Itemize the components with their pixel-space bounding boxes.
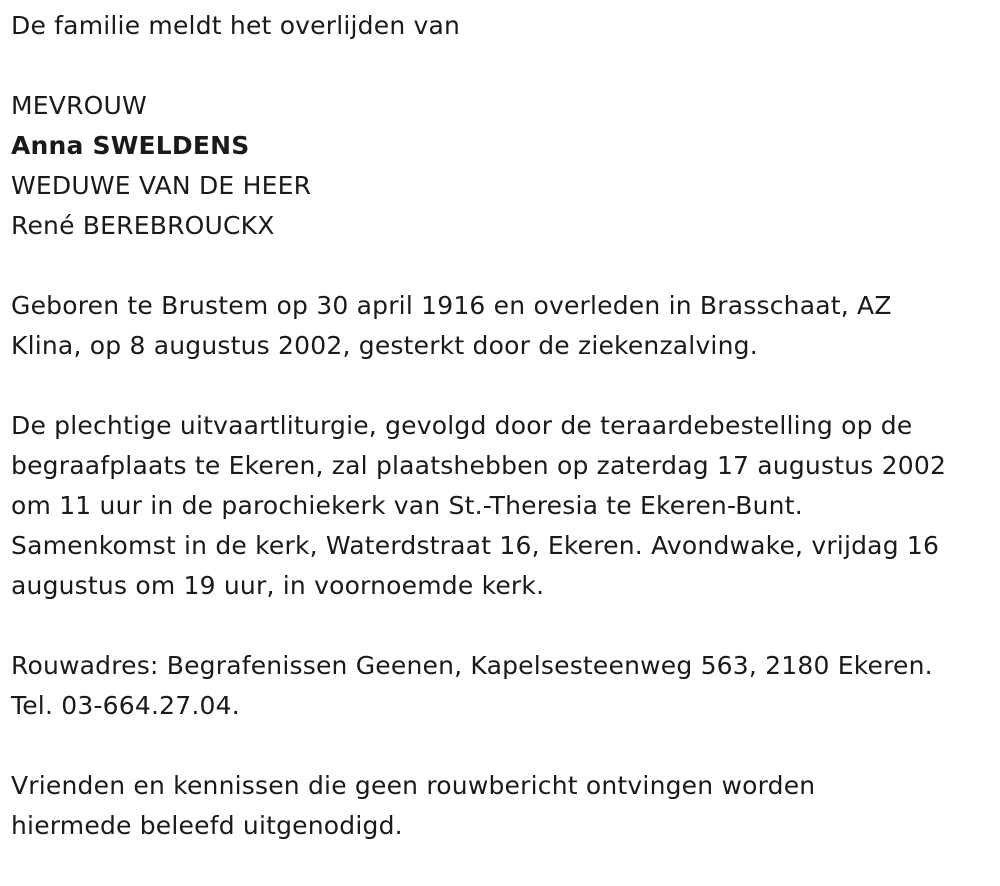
address-paragraph: [11, 646, 986, 726]
paragraph-line: Rouwadres: Begrafenissen Geenen, Kapelsesteenweg 563, 2180 Ekeren.: [11, 651, 933, 680]
paragraph-line: Vrienden en kennissen die geen rouwbericht ontvingen worden: [11, 771, 816, 800]
spacer: [11, 46, 986, 86]
spouse-name: René BEREBROUCKX: [11, 211, 275, 240]
spacer: [11, 366, 986, 406]
paragraph-line: om 11 uur in de parochiekerk van St.-Theresia te Ekeren-Bunt.: [11, 491, 803, 520]
intro-text: De familie meldt het overlijden van: [11, 11, 461, 40]
spacer: [11, 246, 986, 286]
closing-paragraph: [11, 766, 986, 846]
birth-death-paragraph: [11, 286, 986, 366]
paragraph-line: Geboren te Brustem op 30 april 1916 en overleden in Brasschaat, AZ: [11, 291, 892, 320]
title-prefix: MEVROUW: [11, 91, 147, 120]
paragraph-line: begraafplaats te Ekeren, zal plaatshebben op zaterdag 17 augustus 2002: [11, 451, 947, 480]
paragraph-line: De plechtige uitvaartliturgie, gevolgd door de teraardebestelling op de: [11, 411, 913, 440]
deceased-name: Anna SWELDENS: [11, 131, 250, 160]
paragraph-line: augustus om 19 uur, in voornoemde kerk.: [11, 571, 545, 600]
spacer: [11, 606, 986, 646]
paragraph-line: Tel. 03-664.27.04.: [11, 691, 240, 720]
paragraph-line: hiermede beleefd uitgenodigd.: [11, 811, 403, 840]
spacer: [11, 726, 986, 766]
widow-of-label: WEDUWE VAN DE HEER: [11, 171, 312, 200]
funeral-paragraph: [11, 406, 986, 606]
paragraph-line: Samenkomst in de kerk, Waterdstraat 16, Ekeren. Avondwake, vrijdag 16: [11, 531, 940, 560]
paragraph-line: Klina, op 8 augustus 2002, gesterkt door de ziekenzalving.: [11, 331, 758, 360]
death-notice: [11, 6, 986, 846]
